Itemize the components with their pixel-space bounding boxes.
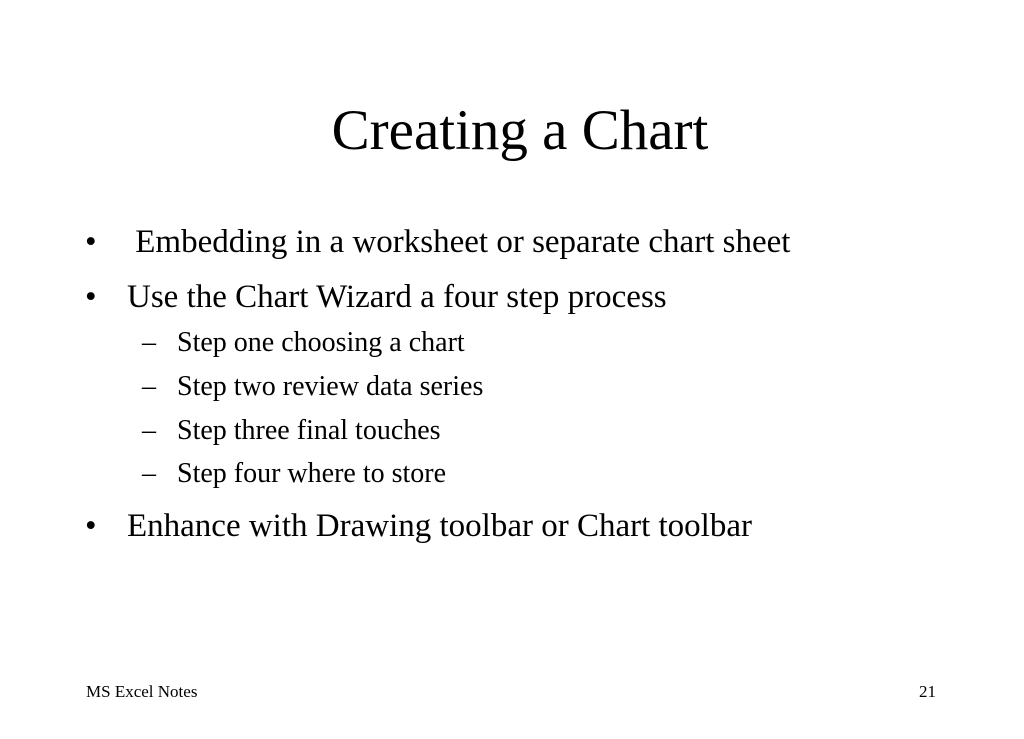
bullet-text: Embedding in a worksheet or separate chart sheet — [127, 224, 791, 260]
sub-bullet-marker: – — [142, 327, 156, 358]
sub-bullet-text: Step four where to store — [177, 458, 447, 489]
sub-bullet-text: Step one choosing a chart — [177, 327, 465, 358]
bullet-text: Enhance with Drawing toolbar or Chart toolbar — [127, 508, 752, 544]
slide-title: Creating a Chart — [331, 99, 709, 162]
sub-bullet-text: Step three final touches — [177, 415, 441, 446]
sub-bullet-text: Step two review data series — [177, 371, 484, 402]
bullet-marker: • — [85, 279, 97, 315]
sub-bullet-item — [142, 326, 465, 360]
sub-bullet-marker: – — [142, 415, 156, 446]
sub-bullet-marker: – — [142, 458, 156, 489]
bullet-marker: • — [85, 508, 97, 544]
bullet-item — [85, 222, 790, 262]
sub-bullet-item — [142, 457, 446, 491]
footer-title: MS Excel Notes — [86, 682, 198, 701]
bullet-marker: • — [85, 224, 97, 260]
bullet-item — [85, 277, 667, 317]
page-number: 21 — [919, 682, 936, 701]
bullet-text: Use the Chart Wizard a four step process — [127, 279, 667, 315]
sub-bullet-item — [142, 370, 483, 404]
sub-bullet-marker: – — [142, 371, 156, 402]
bullet-item — [85, 506, 752, 546]
sub-bullet-item — [142, 414, 441, 448]
